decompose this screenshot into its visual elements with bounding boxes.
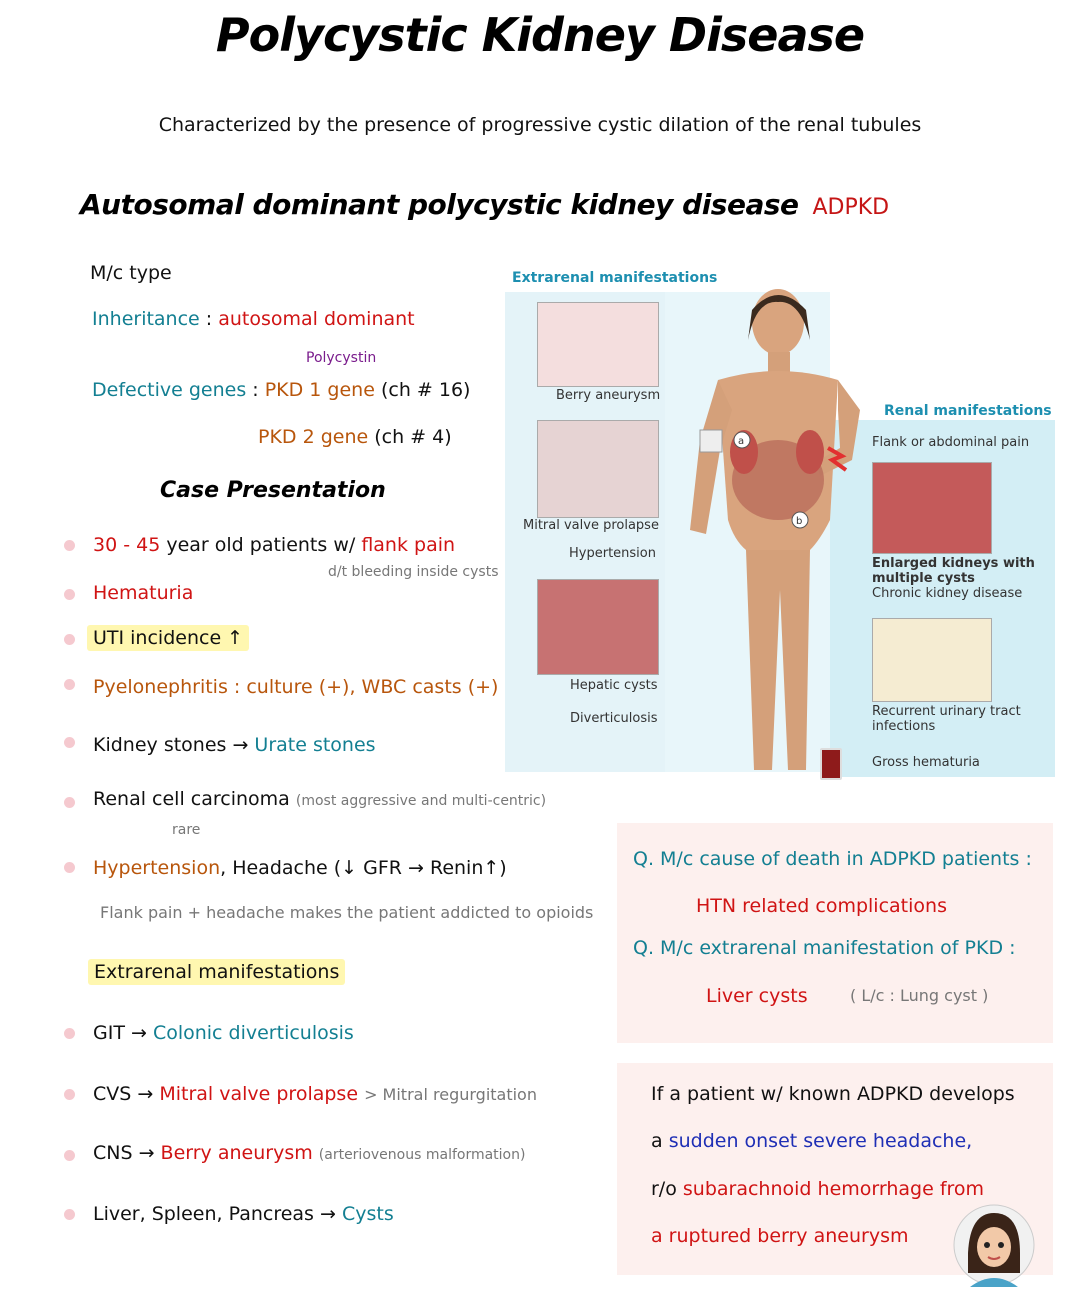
gene2-ch: (ch # 4)	[368, 426, 452, 448]
avatar-eye-left	[984, 1242, 990, 1248]
hematuria-item: Hematuria	[93, 582, 194, 604]
enlarged-label-1: Enlarged kidneys with	[872, 556, 1035, 571]
git-a: GIT →	[93, 1022, 153, 1044]
bullet-dot	[64, 634, 75, 645]
q2-text: Q. M/c extrarenal manifestation of PKD :	[633, 937, 1016, 959]
section-title	[80, 188, 889, 221]
bullet-dot	[64, 1209, 75, 1220]
cns-a: CNS →	[93, 1142, 161, 1164]
neck-shape	[768, 352, 790, 372]
inheritance-value: autosomal dominant	[218, 308, 415, 330]
cns-item	[93, 1142, 525, 1164]
gene1: PKD 1 gene	[264, 379, 375, 401]
hypertension-label: Hypertension	[569, 546, 656, 561]
rare-note: rare	[172, 822, 201, 838]
inheritance-sep: :	[199, 308, 219, 330]
marker-b: b	[796, 516, 803, 527]
bullet-dot	[64, 540, 75, 551]
stones-b: Urate stones	[254, 734, 376, 756]
a2-note: ( L/c : Lung cyst )	[850, 986, 989, 1005]
extrarenal-highlight: Extrarenal manifestations	[88, 959, 345, 985]
a2-text: Liver cysts	[706, 985, 808, 1007]
human-figure-illustration	[660, 280, 900, 780]
note-line-1: If a patient w/ known ADPKD develops	[651, 1083, 1015, 1105]
uti-item	[87, 627, 249, 649]
rcc-text: Renal cell carcinoma	[93, 788, 290, 810]
bullet-dot	[64, 679, 75, 690]
author-avatar	[950, 1203, 1038, 1287]
flank-label: Flank or abdominal pain	[872, 435, 1030, 450]
cns-note: (arteriovenous malformation)	[318, 1147, 526, 1163]
berry-label: Berry aneurysm	[556, 388, 661, 403]
cvs-b: Mitral valve prolapse	[159, 1083, 359, 1105]
hepatic-cysts-image	[537, 579, 659, 675]
bp-cuff-icon	[700, 430, 722, 452]
bullet-dot	[64, 797, 75, 808]
mitral-label: Mitral valve prolapse	[523, 518, 659, 533]
uti-label-2: infections	[872, 719, 936, 734]
urine-cup-icon	[820, 748, 842, 780]
polycystin-note: Polycystin	[306, 350, 377, 366]
bleed-note: d/t bleeding inside cysts	[328, 564, 499, 580]
section-title-text: Autosomal dominant polycystic kidney disease	[80, 188, 799, 221]
liver-b: Cysts	[341, 1203, 394, 1225]
ckd-label: Chronic kidney disease	[872, 586, 1023, 601]
q1-text: Q. M/c cause of death in ADPKD patients :	[633, 848, 1032, 870]
kidney-left-shape	[796, 430, 824, 474]
pyelo-item: Pyelonephritis : culture (+), WBC casts (+)	[93, 676, 499, 698]
renal-illus-heading: Renal manifestations	[884, 403, 1052, 419]
bullet-dot	[64, 1028, 75, 1039]
rcc-note: (most aggressive and multi-centric)	[295, 793, 547, 809]
defective-genes-sep: :	[246, 379, 265, 401]
inheritance-label: Inheritance	[92, 308, 200, 330]
extrarenal-illus-heading: Extrarenal manifestations	[512, 270, 718, 286]
divert-label: Diverticulosis	[570, 711, 658, 726]
opioid-note: Flank pain + headache makes the patient addicted to opioids	[100, 903, 594, 922]
htn-a: Hypertension	[93, 857, 221, 879]
bullet-dot	[64, 1089, 75, 1100]
mitral-valve-image	[537, 420, 659, 518]
git-item	[93, 1022, 354, 1044]
git-b: Colonic diverticulosis	[152, 1022, 354, 1044]
rcc-item	[93, 788, 546, 810]
stones-a: Kidney stones →	[93, 734, 255, 756]
cvs-a: CVS →	[93, 1083, 160, 1105]
stones-item	[93, 734, 376, 756]
bullet-dot	[64, 589, 75, 600]
avatar-face	[977, 1227, 1011, 1267]
cns-b: Berry aneurysm	[160, 1142, 313, 1164]
legs-shape	[746, 550, 810, 770]
marker-a: a	[738, 436, 745, 447]
hematuria-label: Gross hematuria	[872, 755, 980, 770]
hepatic-label: Hepatic cysts	[570, 678, 658, 693]
bacteria-image	[872, 618, 992, 702]
bullet-dot	[64, 1150, 75, 1161]
gene2-line	[258, 426, 452, 448]
defective-genes-line	[92, 379, 470, 401]
berry-aneurysm-image	[537, 302, 659, 387]
defective-genes-label: Defective genes	[92, 379, 247, 401]
note-line-4: a ruptured berry aneurysm	[651, 1225, 909, 1247]
uti-highlight: UTI incidence ↑	[87, 625, 249, 651]
a1-text: HTN related complications	[696, 895, 947, 917]
enlarged-kidneys-image	[872, 462, 992, 554]
htn-b: , Headache (↓ GFR → Renin↑)	[220, 857, 507, 879]
note-l3-b: subarachnoid hemorrhage from	[682, 1178, 985, 1200]
section-acronym: ADPKD	[812, 195, 890, 220]
age-range: 30 - 45	[93, 534, 161, 556]
age-mid: year old patients w/	[160, 534, 362, 556]
gene1-ch: (ch # 16)	[374, 379, 471, 401]
note-l3-a: r/o	[651, 1178, 683, 1200]
inheritance-line	[92, 308, 415, 330]
note-line-3	[651, 1178, 984, 1200]
gene2: PKD 2 gene	[258, 426, 369, 448]
note-line-2	[651, 1130, 972, 1152]
cvs-note: > Mitral regurgitation	[364, 1085, 537, 1104]
case-age-line	[93, 534, 455, 556]
page-title: Polycystic Kidney Disease	[215, 8, 865, 62]
mc-type-label: M/c type	[90, 262, 172, 284]
page-subtitle: Characterized by the presence of progressive cystic dilation of the renal tubules	[158, 114, 922, 136]
uti-label-1: Recurrent urinary tract	[872, 704, 1021, 719]
extrarenal-heading	[88, 961, 345, 983]
liver-a: Liver, Spleen, Pancreas →	[93, 1203, 342, 1225]
avatar-eye-right	[998, 1242, 1004, 1248]
note-l2-b: sudden onset severe headache,	[668, 1130, 973, 1152]
cvs-item	[93, 1083, 537, 1105]
flank-pain: flank pain	[361, 534, 456, 556]
bullet-dot	[64, 862, 75, 873]
enlarged-label-2: multiple cysts	[872, 571, 975, 586]
note-l2-a: a	[651, 1130, 669, 1152]
liver-item	[93, 1203, 394, 1225]
bullet-dot	[64, 737, 75, 748]
case-presentation-heading: Case Presentation	[160, 478, 386, 503]
htn-item	[93, 857, 507, 879]
